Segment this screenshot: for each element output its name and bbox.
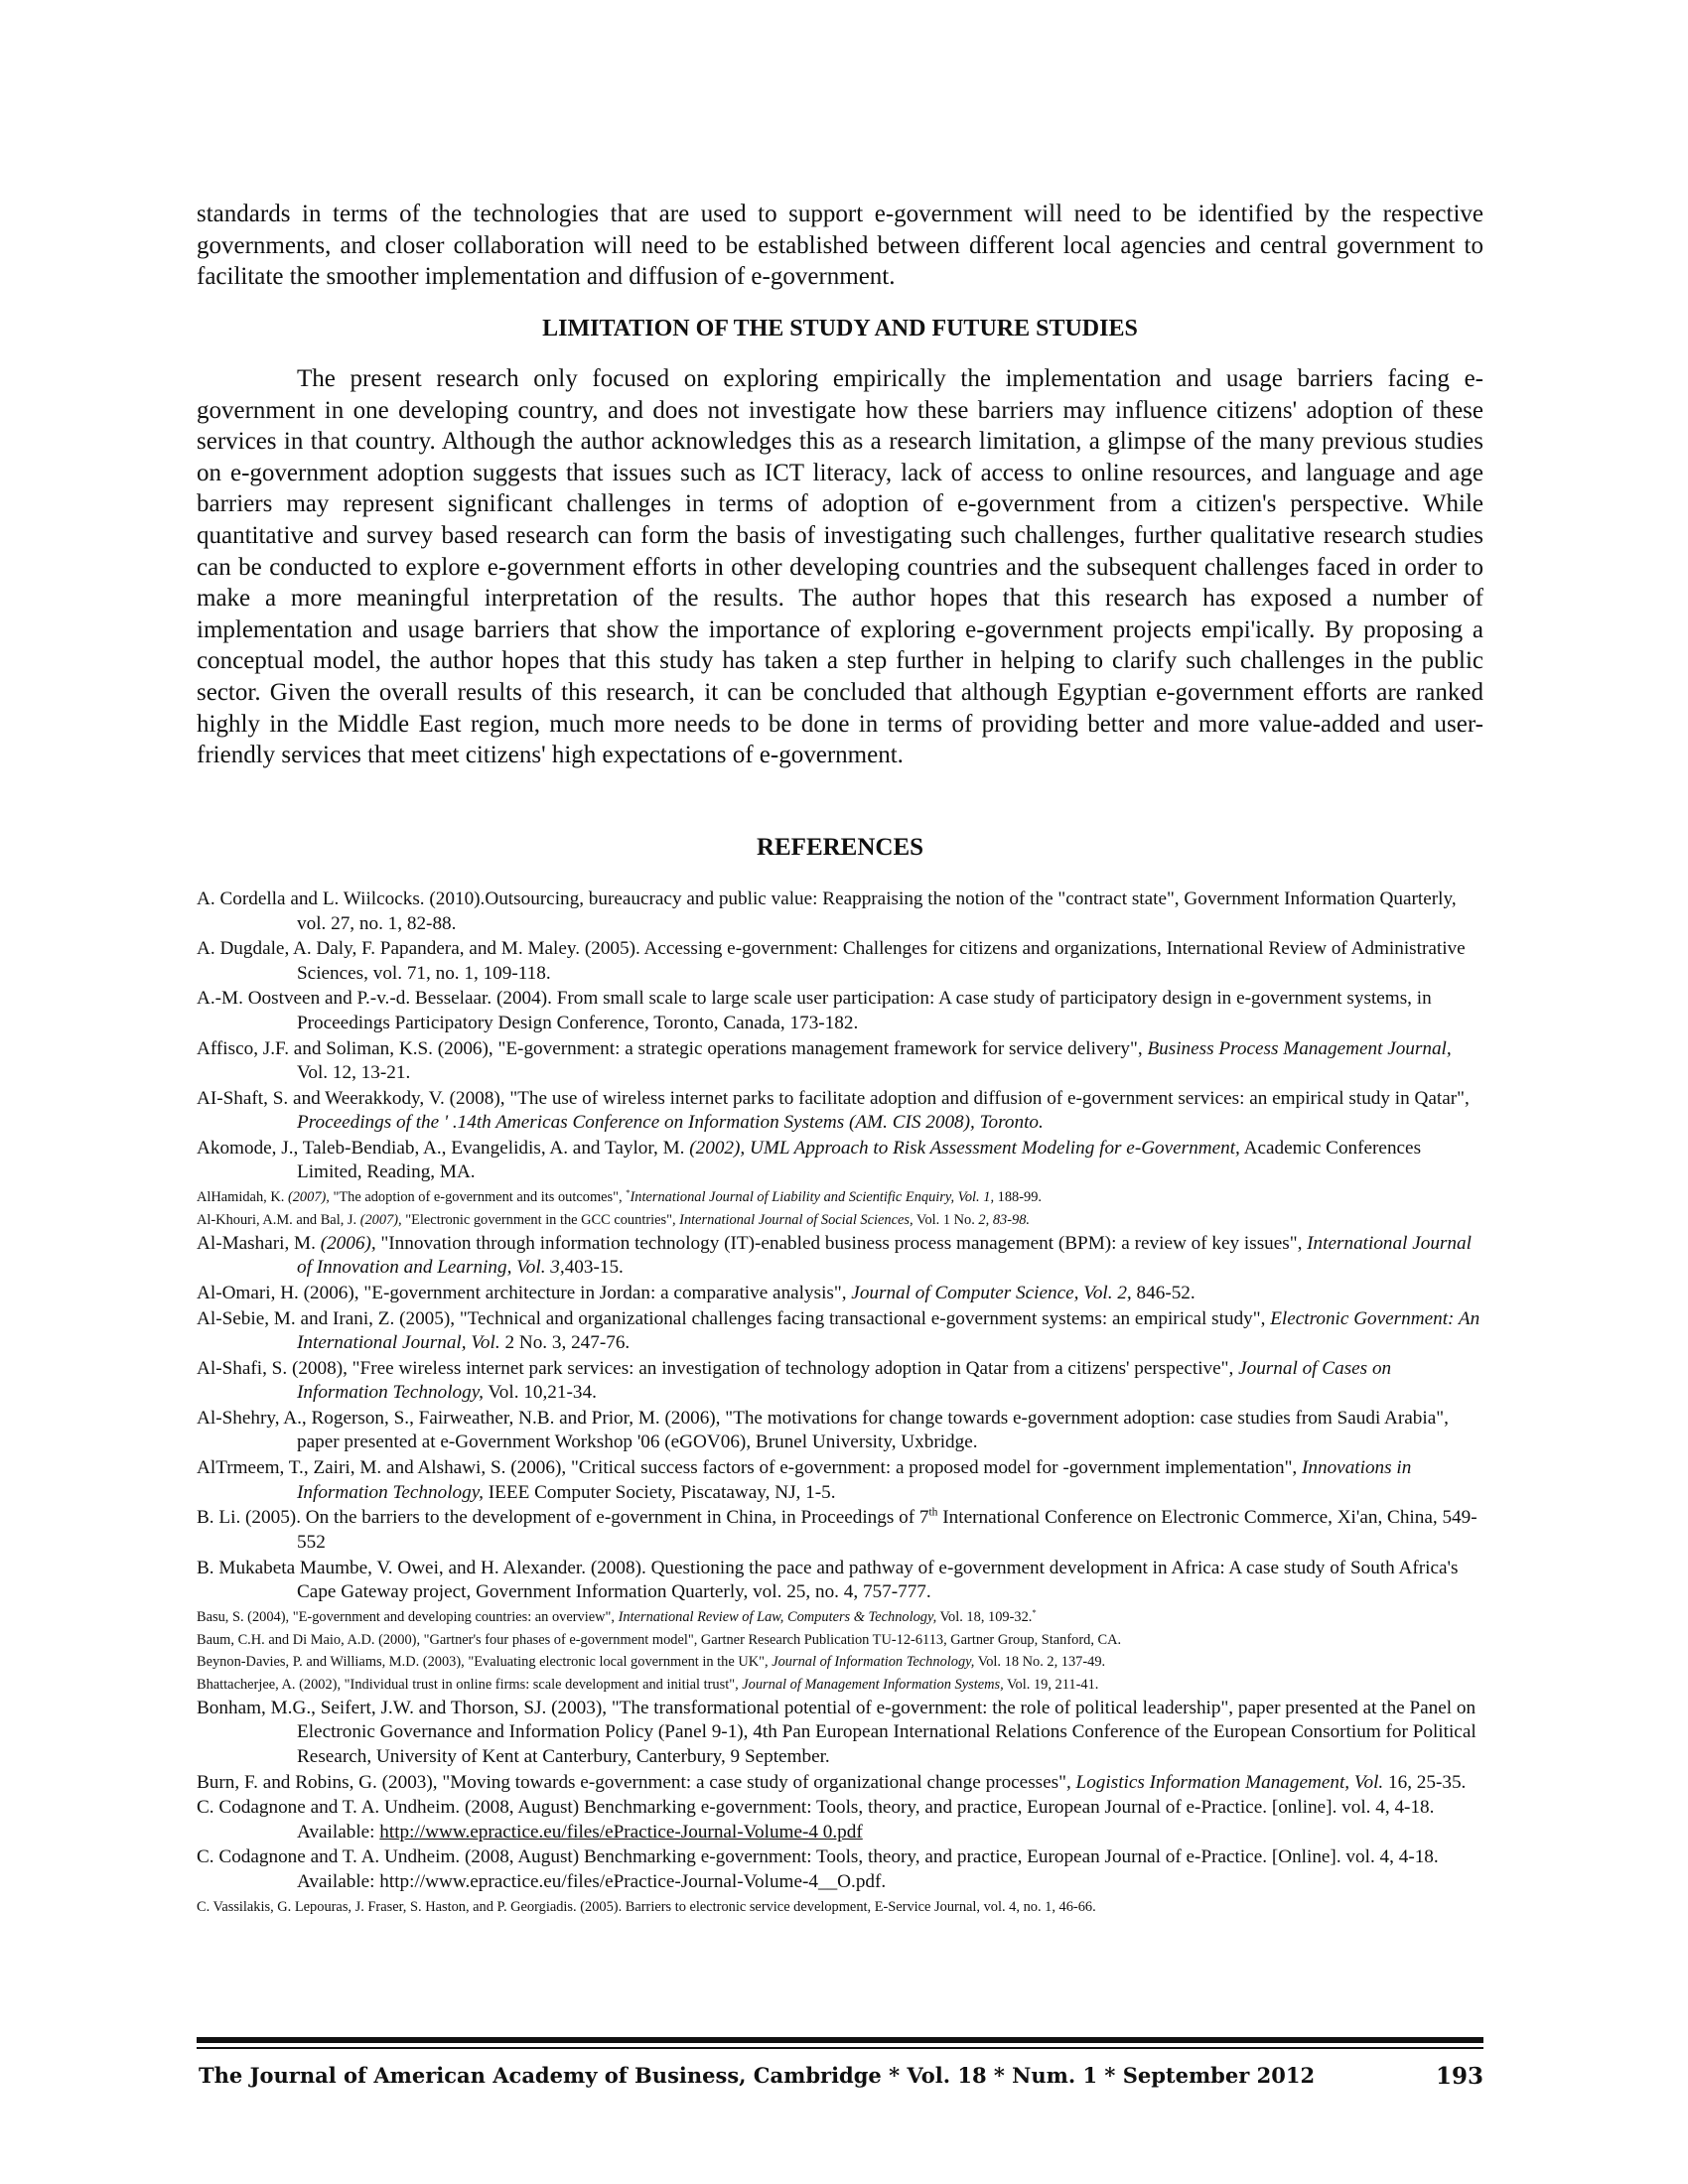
limitation-heading: LIMITATION OF THE STUDY AND FUTURE STUDIES <box>542 316 1138 341</box>
intro-paragraph: standards in terms of the technologies that are used to support e-government will need to be identified by the respective governments, and closer collaboration will need to be established between different local agencies and central government to facilitate the smoother implementation and diffusion of e-government. <box>197 201 1483 291</box>
reference-lead-text: A.-M. Oostveen and P.-v.-d. Besselaar. (2004). From small scale to large scale user participation: A case study of participatory design in e-government systems, in Proceedings Participatory Design Conference, Toronto, Canada, 173-182. <box>197 988 1432 1033</box>
limitation-section <box>197 363 1483 771</box>
page-number: 193 <box>1435 2063 1483 2090</box>
reference-sup-text: * <box>626 1187 631 1198</box>
reference-italic-text: Journal of Cases on Information Technology, <box>297 1357 1392 1404</box>
reference-lead-text: Beynon-Davies, P. and Williams, M.D. (2003), "Evaluating electronic local government in the UK", <box>197 1654 773 1671</box>
reference-item <box>197 1796 1483 1844</box>
intro-section <box>197 199 1483 293</box>
reference-italic-text: Journal of Information Technology, <box>772 1654 975 1671</box>
reference-italic-text: International Journal of Innovation and Learning, Vol. 3, <box>297 1232 1472 1279</box>
reference-tail-text: Vol. 12, 13-21. <box>297 1062 411 1084</box>
reference-tail-text: 2 No. 3, 247-76. <box>499 1332 631 1354</box>
reference-tail-text: Academic Conferences Limited, Reading, MA. <box>297 1137 1422 1183</box>
reference-item <box>197 1307 1483 1356</box>
reference-item <box>197 1629 1483 1652</box>
reference-tail-text: Vol. 18, 109-32. <box>936 1608 1033 1625</box>
reference-list <box>197 887 1483 1918</box>
reference-link[interactable]: http://www.epractice.eu/files/ePractice-Journal-Volume-4 0.pdf <box>379 1821 863 1843</box>
reference-italic-text: (2007), <box>359 1211 402 1228</box>
reference-italic-text: Electronic Government: An International Journal, Vol. <box>297 1307 1480 1354</box>
footer-rule-thin <box>197 2047 1483 2049</box>
reference-tail-text: "The adoption of e-government and its outcomes", <box>329 1189 627 1206</box>
reference-lead-text: Al-Omari, H. (2006), "E-government architecture in Jordan: a comparative analysis", <box>197 1282 852 1303</box>
reference-lead-text: C. Vassilakis, G. Lepouras, J. Fraser, S. Haston, and P. Georgiadis. (2005). Barriers to electronic service development, E-Service Journal, vol. 4, no. 1, 46-66. <box>197 1898 1096 1915</box>
reference-lead-text: Al-Khouri, A.M. and Bal, J. <box>197 1211 360 1228</box>
reference-item <box>197 887 1483 936</box>
reference-item <box>197 1674 1483 1697</box>
reference-italic-text: Journal of Management Information Systems, <box>742 1677 1004 1694</box>
reference-item <box>197 1845 1483 1894</box>
reference-item <box>197 1896 1483 1919</box>
reference-tail-text: Vol. 19, 211-41. <box>1003 1677 1099 1694</box>
reference-lead-text: B. Li. (2005). On the barriers to the development of e-government in China, in Proceedings of 7 <box>197 1507 929 1529</box>
reference-lead-text: Burn, F. and Robins, G. (2003), "Moving towards e-government: a case study of organizational change processes", <box>197 1771 1076 1793</box>
reference-italic-text: Logistics Information Management, Vol. <box>1075 1771 1384 1793</box>
reference-tail-text: 16, 25-35. <box>1383 1771 1467 1793</box>
reference-item <box>197 1357 1483 1406</box>
reference-lead-text: Al-Sebie, M. and Irani, Z. (2005), "Technical and organizational challenges facing transactional e-government systems: an empirical study", <box>197 1307 1271 1329</box>
reference-item <box>197 1651 1483 1674</box>
reference-tail-text: 846-52. <box>1131 1282 1196 1303</box>
reference-item <box>197 1697 1483 1770</box>
reference-item <box>197 1232 1483 1281</box>
reference-italic-text: International Journal of Liability and Scientific Enquiry, Vol. 1, <box>630 1189 995 1206</box>
reference-lead-text: Basu, S. (2004), "E-government and developing countries: an overview", <box>197 1608 619 1625</box>
reference-italic-text: Proceedings of the ' .14th Americas Conference on Information Systems (AM. CIS 2008), Toronto. <box>297 1112 1044 1134</box>
reference-italic-text: (2006), <box>320 1232 376 1254</box>
reference-item <box>197 1186 1483 1209</box>
footer-journal-title: The Journal of American Academy of Business, Cambridge * Vol. 18 * Num. 1 * September 2012 <box>199 2063 1316 2088</box>
reference-item <box>197 987 1483 1035</box>
reference-lead-text: Bhattacherjee, A. (2002), "Individual trust in online firms: scale development and initial trust", <box>197 1677 743 1694</box>
reference-lead-text: Akomode, J., Taleb-Bendiab, A., Evangelidis, A. and Taylor, M. <box>197 1137 690 1159</box>
reference-lead-text: Al-Shehry, A., Rogerson, S., Fairweather, N.B. and Prior, M. (2006), "The motivations for change towards e-government adoption: case studies from Saudi Arabia", paper presented at e-Government Workshop '06 (eGOV06), Brunel University, Uxbridge. <box>197 1407 1449 1453</box>
reference-item <box>197 1087 1483 1136</box>
footer-rule-thick <box>197 2037 1483 2043</box>
reference-italic-text: Journal of Computer Science, Vol. 2, <box>851 1282 1132 1303</box>
reference-item <box>197 1137 1483 1185</box>
limitation-paragraph: The present research only focused on exploring empirically the implementation and usage barriers facing e-government in one developing country, and does not investigate how these barriers may influence citizens' adoption of these services in that country. Although the author acknowledges this as a research limitation, a glimpse of the many previous studies on e-government adoption suggests that issues such as ICT literacy, lack of access to online resources, and language and age barriers may represent significant challenges in terms of adoption of e-government from a citizen's perspective. While quantitative and survey based research can form the basis of investigating such challenges, further qualitative research studies can be conducted to explore e-government efforts in other developing countries and the subsequent challenges faced in order to make a more meaningful interpretation of the results. The author hopes that this research has exposed a number of implementation and usage barriers that show the importance of exploring e-government projects empi'ically. By proposing a conceptual model, the author hopes that this study has taken a step further in helping to clarify such challenges in the public sector. Given the overall results of this research, it can be concluded that although Egyptian e-government efforts are ranked highly in the Middle East region, much more needs to be done in terms of providing better and more value-added and user-friendly services that meet citizens' high expectations of e-government. <box>197 365 1483 769</box>
reference-tail-text: International Conference on Electronic Commerce, Xi'an, China, 549-552 <box>297 1507 1477 1553</box>
reference-italic-text: Innovations in Information Technology, <box>297 1457 1412 1503</box>
reference-item <box>197 1557 1483 1605</box>
reference-lead-text: AI-Shaft, S. and Weerakkody, V. (2008), "The use of wireless internet parks to facilitate adoption and diffusion of e-government services: an empirical study in Qatar", <box>197 1087 1470 1109</box>
reference-sup-text: * <box>1032 1606 1037 1617</box>
reference-item <box>197 1209 1483 1232</box>
reference-tail-text: Vol. 1 No. <box>913 1211 979 1228</box>
reference-italic-text: 2, 83-98. <box>978 1211 1030 1228</box>
reference-item <box>197 1037 1483 1086</box>
reference-lead-text: C. Codagnone and T. A. Undheim. (2008, August) Benchmarking e-government: Tools, theory, and practice, European Journal of e-Practice. [online]. vol. 4, 4-18. Available: <box>197 1797 1435 1843</box>
reference-tail-text: "Electronic government in the GCC countries", <box>401 1211 680 1228</box>
reference-lead-text: Baum, C.H. and Di Maio, A.D. (2000), "Gartner's four phases of e-government model", Gartner Research Publication TU-12-6113, Gartner Group, Stanford, CA. <box>197 1631 1122 1648</box>
reference-italic-text: (2007), <box>287 1189 330 1206</box>
reference-tail-text: IEEE Computer Society, Piscataway, NJ, 1-5. <box>483 1481 836 1503</box>
reference-tail-text: "Innovation through information technology (IT)-enabled business process management (BPM): a review of key issues", <box>375 1232 1308 1254</box>
reference-italic-text: International Journal of Social Sciences, <box>679 1211 914 1228</box>
reference-italic-text: (2002), UML Approach to Risk Assessment Modeling for e-Government, <box>689 1137 1240 1159</box>
reference-tail-text: 403-15. <box>564 1257 624 1279</box>
reference-lead-text: C. Codagnone and T. A. Undheim. (2008, August) Benchmarking e-government: Tools, theory, and practice, European Journal of e-Practice. [Online]. vol. 4, 4-18. Available: http://www.epractice.eu/files/ePractice-Journal-Volume-4__O.pdf. <box>197 1846 1439 1892</box>
reference-item <box>197 1606 1483 1629</box>
reference-tail-text: 188-99. <box>994 1189 1043 1206</box>
reference-tail-text: Vol. 10,21-34. <box>483 1382 597 1404</box>
reference-item <box>197 1771 1483 1796</box>
reference-lead-text: A. Dugdale, A. Daly, F. Papandera, and M. Maley. (2005). Accessing e-government: Challenges for citizens and organizations, International Review of Administrative Sciences, vol. 71, no. 1, 109-118. <box>197 938 1466 984</box>
reference-lead-text: AlTrmeem, T., Zairi, M. and Alshawi, S. (2006), "Critical success factors of e-government: a proposed model for -government implementation", <box>197 1457 1303 1479</box>
reference-item <box>197 1456 1483 1505</box>
reference-item <box>197 1282 1483 1306</box>
reference-italic-text: International Review of Law, Computers & Technology, <box>618 1608 937 1625</box>
reference-item <box>197 1407 1483 1455</box>
reference-item <box>197 1506 1483 1555</box>
reference-sup-text: th <box>928 1506 938 1519</box>
reference-lead-text: AlHamidah, K. <box>197 1189 288 1206</box>
reference-tail-text: Vol. 18 No. 2, 137-49. <box>974 1654 1106 1671</box>
reference-lead-text: Bonham, M.G., Seifert, J.W. and Thorson, SJ. (2003), "The transformational potential of e-government: the role of political leadership", paper presented at the Panel on Electronic Governance and Information Policy (Panel 9-1), 4th Pan European International Relations Conference of the European Consortium for Political Research, University of Kent at Canterbury, Canterbury, 9 September. <box>197 1697 1477 1767</box>
reference-italic-text: Business Process Management Journal, <box>1147 1037 1452 1059</box>
reference-lead-text: Al-Mashari, M. <box>197 1232 321 1254</box>
reference-lead-text: A. Cordella and L. Wiilcocks. (2010).Outsourcing, bureaucracy and public value: Reappraising the notion of the "contract state", Government Information Quarterly, vol. 27, no. 1, 82-88. <box>197 888 1457 934</box>
references-heading: REFERENCES <box>756 834 924 861</box>
reference-lead-text: Al-Shafi, S. (2008), "Free wireless internet park services: an investigation of technology adoption in Qatar from a citizens' perspective", <box>197 1357 1239 1379</box>
reference-lead-text: B. Mukabeta Maumbe, V. Owei, and H. Alexander. (2008). Questioning the pace and pathway of e-government development in Africa: A case study of South Africa's Cape Gateway project, Government Information Quarterly, vol. 25, no. 4, 757-777. <box>197 1557 1459 1603</box>
reference-lead-text: Affisco, J.F. and Soliman, K.S. (2006), "E-government: a strategic operations management framework for service delivery", <box>197 1037 1148 1059</box>
reference-item <box>197 937 1483 986</box>
